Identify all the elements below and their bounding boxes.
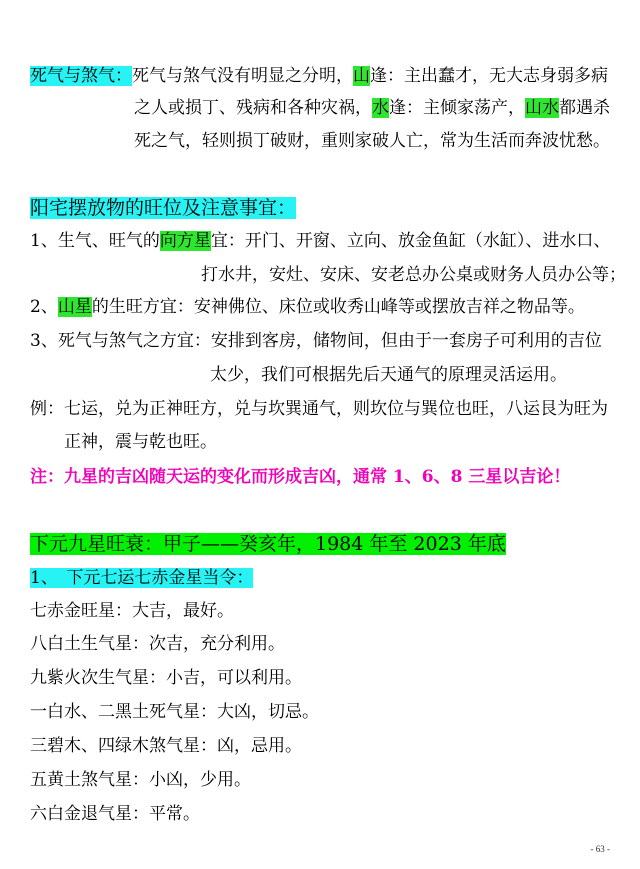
star-line: 八白土生气星：次吉，充分利用。 (30, 634, 285, 654)
death-evil-line-2 (134, 97, 610, 119)
lower-era-title: 下元九星旺衰：甲子——癸亥年，1984 年至 2023 年底 (30, 533, 506, 555)
note-text: 注：九星的吉凶随天运的变化而形成吉凶，通常 1、6、8 三星以吉论！ (30, 467, 571, 487)
placement-example (30, 398, 608, 420)
star-line: 六白金退气星：平常。 (30, 804, 200, 824)
item-text: 宜：开门、开窗、立向、放金鱼缸（水缸）、进水口、 (210, 231, 611, 251)
death-evil-text: 之人或损丁、残病和各种灾祸， (134, 98, 372, 118)
star-line: 三碧木、四绿木煞气星：凶，忌用。 (30, 736, 302, 756)
placement-item-3 (30, 330, 602, 352)
placement-title: 阳宅摆放物的旺位及注意事宜： (30, 197, 297, 219)
shui-highlight: 水 (372, 98, 389, 118)
star-line: 七赤金旺星：大吉，最好。 (30, 601, 234, 621)
death-evil-text: 死气与煞气没有明显之分明， (132, 66, 353, 86)
placement-title-line (30, 195, 296, 221)
death-evil-text: 逢：主倾家荡产， (389, 98, 525, 118)
lower-era-sub-line (30, 567, 253, 589)
xiangfang-highlight: 向方星 (159, 231, 211, 251)
lower-era-sub: 1、 下元七运七赤金星当令： (30, 568, 254, 588)
placement-item-1-cont (201, 264, 626, 286)
example-text: 正神，震与乾也旺。 (64, 432, 217, 452)
item-text: 1、生气、旺气的 (30, 231, 160, 251)
placement-item-3-cont (210, 364, 567, 386)
death-evil-text: 死之气，轻则损丁破财，重则家破人亡，常为生活而奔波忧愁。 (134, 131, 610, 151)
page-number: - 63 - (590, 844, 610, 854)
item-text: 的生旺方宜：安神佛位、床位或收秀山峰等或摆放吉祥之物品等。 (91, 297, 585, 317)
shanshui-highlight: 山水 (525, 98, 559, 118)
placement-item-2 (30, 296, 585, 318)
star-line: 五黄土煞气星：小凶，少用。 (30, 770, 251, 790)
shanxing-highlight: 山星 (57, 297, 92, 317)
death-evil-line-3 (134, 130, 610, 152)
item-text: 太少，我们可根据先后天通气的原理灵活运用。 (210, 365, 567, 385)
death-evil-label: 死气与煞气： (30, 66, 132, 86)
item-text: 2、 (30, 297, 58, 317)
item-text: 打水井，安灶、安床、安老总办公桌或财务人员办公等； (201, 265, 626, 285)
example-text: 例：七运，兑为正神旺方，兑与坎巽通气，则坎位与巽位也旺，八运艮为旺为 (30, 399, 608, 419)
placement-item-1 (30, 230, 610, 252)
star-line: 九紫火次生气星：小吉，可以利用。 (30, 668, 302, 688)
death-evil-line-1 (30, 65, 608, 87)
placement-note (30, 466, 570, 488)
placement-example-cont (64, 431, 217, 453)
death-evil-text: 都遇杀 (559, 98, 610, 118)
lower-era-title-line (30, 531, 506, 557)
death-evil-text: 逢：主出蠢才，无大志身弱多病 (370, 66, 608, 86)
star-line: 一白水、二黑土死气星：大凶，切忌。 (30, 702, 319, 722)
item-text: 3、死气与煞气之方宜：安排到客房，储物间，但由于一套房子可利用的吉位 (30, 331, 602, 351)
shan-highlight: 山 (353, 66, 370, 86)
